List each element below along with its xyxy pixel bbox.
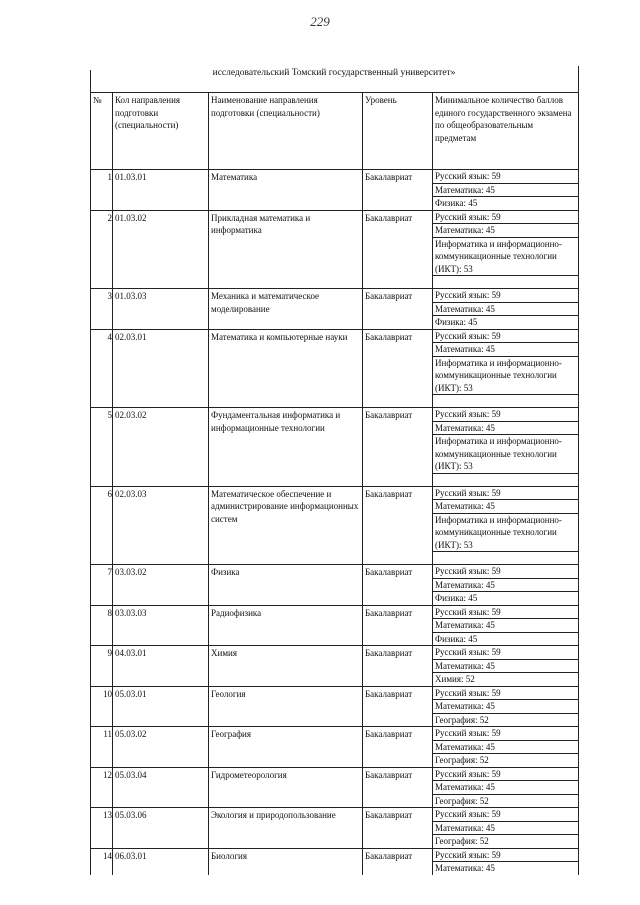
row-subjects-cell bbox=[433, 646, 579, 687]
row-level-cell: Бакалавриат bbox=[363, 686, 433, 727]
subject-score: Математика: 45 bbox=[433, 660, 578, 674]
row-code-cell: 02.03.03 bbox=[113, 486, 209, 565]
row-num-cell: 14 bbox=[91, 848, 113, 875]
table-row bbox=[91, 210, 579, 289]
table-row bbox=[91, 408, 579, 487]
row-code-cell: 01.03.03 bbox=[113, 289, 209, 330]
row-name-cell: Химия bbox=[209, 646, 363, 687]
header-num: № bbox=[91, 93, 113, 170]
row-num-cell: 8 bbox=[91, 605, 113, 646]
row-subjects-cell bbox=[433, 808, 579, 849]
row-code-cell: 03.03.02 bbox=[113, 565, 209, 606]
row-num-cell: 11 bbox=[91, 727, 113, 768]
row-level-cell: Бакалавриат bbox=[363, 210, 433, 289]
row-code-cell: 03.03.03 bbox=[113, 605, 209, 646]
subject-score: Русский язык: 59 bbox=[433, 727, 578, 741]
table-row bbox=[91, 565, 579, 606]
row-name-cell: Физика bbox=[209, 565, 363, 606]
subject-score: Информатика и информационно-коммуникационные технологии (ИКТ): 53 bbox=[433, 435, 578, 474]
subject-score: Физика: 45 bbox=[435, 633, 478, 644]
table-row bbox=[91, 289, 579, 330]
row-name-cell: Гидрометеорология bbox=[209, 767, 363, 808]
table-row bbox=[91, 646, 579, 687]
subject-score: Математика: 45 bbox=[435, 863, 495, 873]
row-subjects-cell bbox=[433, 210, 579, 289]
subject-score: Русский язык: 59 bbox=[433, 646, 578, 660]
row-code-cell: 05.03.02 bbox=[113, 727, 209, 768]
row-code-cell: 05.03.04 bbox=[113, 767, 209, 808]
subject-score: Русский язык: 59 bbox=[433, 408, 578, 422]
row-level-cell: Бакалавриат bbox=[363, 605, 433, 646]
row-num-cell: 3 bbox=[91, 289, 113, 330]
subject-score: Физика: 45 bbox=[435, 593, 478, 603]
header-min-score: Минимальное количество баллов единого государственного экзамена по общеобразовательным предметам bbox=[433, 93, 579, 170]
table-row bbox=[91, 727, 579, 768]
subject-score: География: 52 bbox=[435, 755, 489, 765]
subject-score: Информатика и информационно-коммуникационные технологии (ИКТ): 53 bbox=[433, 357, 578, 396]
row-name-cell: Прикладная математика и информатика bbox=[209, 210, 363, 289]
row-level-cell: Бакалавриат bbox=[363, 565, 433, 606]
row-level-cell: Бакалавриат bbox=[363, 727, 433, 768]
subject-score: Физика: 45 bbox=[435, 317, 478, 327]
row-num-cell: 10 bbox=[91, 686, 113, 727]
header-code: Кол направления подготовки (специальности) bbox=[113, 93, 209, 170]
subject-score: Русский язык: 59 bbox=[433, 606, 578, 620]
row-subjects-cell bbox=[433, 767, 579, 808]
table-row bbox=[91, 329, 579, 408]
subject-score: Математика: 45 bbox=[433, 781, 578, 795]
subject-score: Русский язык: 59 bbox=[433, 211, 578, 225]
row-num-cell: 13 bbox=[91, 808, 113, 849]
subject-score: Русский язык: 59 bbox=[433, 768, 578, 782]
subject-score: Химия: 52 bbox=[435, 674, 475, 684]
subject-score: Математика: 45 bbox=[433, 303, 578, 317]
row-spacer bbox=[433, 276, 578, 288]
row-code-cell: 05.03.06 bbox=[113, 808, 209, 849]
subject-score: Русский язык: 59 bbox=[433, 687, 578, 701]
header-level: Уровень bbox=[363, 93, 433, 170]
row-subjects-cell bbox=[433, 170, 579, 211]
row-subjects-cell bbox=[433, 686, 579, 727]
subject-score: Физика: 45 bbox=[435, 198, 478, 208]
subject-score: Математика: 45 bbox=[433, 343, 578, 357]
row-level-cell: Бакалавриат bbox=[363, 329, 433, 408]
row-code-cell: 02.03.02 bbox=[113, 408, 209, 487]
row-subjects-cell bbox=[433, 565, 579, 606]
subject-score: Русский язык: 59 bbox=[433, 289, 578, 303]
subject-score: Информатика и информационно-коммуникационные технологии (ИКТ): 53 bbox=[433, 238, 578, 277]
table-row bbox=[91, 486, 579, 565]
row-num-cell: 9 bbox=[91, 646, 113, 687]
subject-score: Математика: 45 bbox=[433, 700, 578, 714]
row-code-cell: 01.03.02 bbox=[113, 210, 209, 289]
row-level-cell: Бакалавриат bbox=[363, 486, 433, 565]
row-name-cell: Фундаментальная информатика и информационные технологии bbox=[209, 408, 363, 487]
row-subjects-cell bbox=[433, 486, 579, 565]
table-row bbox=[91, 686, 579, 727]
document-header: исследовательский Томский государственный университет» bbox=[212, 68, 456, 78]
row-subjects-cell bbox=[433, 727, 579, 768]
subject-score: Математика: 45 bbox=[433, 224, 578, 238]
header-name: Наименование направления подготовки (специальности) bbox=[209, 93, 363, 170]
row-subjects-cell bbox=[433, 329, 579, 408]
subject-score: Русский язык: 59 bbox=[433, 330, 578, 344]
row-level-cell: Бакалавриат bbox=[363, 848, 433, 875]
row-subjects-cell bbox=[433, 408, 579, 487]
row-code-cell: 05.03.01 bbox=[113, 686, 209, 727]
row-level-cell: Бакалавриат bbox=[363, 767, 433, 808]
row-name-cell: Математика bbox=[209, 170, 363, 211]
row-name-cell: Радиофизика bbox=[209, 605, 363, 646]
subject-score: Информатика и информационно-коммуникационные технологии (ИКТ): 53 bbox=[433, 514, 578, 553]
subject-score: Русский язык: 59 bbox=[433, 849, 578, 863]
row-subjects-cell bbox=[433, 289, 579, 330]
row-name-cell: Геология bbox=[209, 686, 363, 727]
table-row bbox=[91, 605, 579, 646]
subject-score: Русский язык: 59 bbox=[433, 808, 578, 822]
subject-score: Русский язык: 59 bbox=[433, 170, 578, 184]
row-level-cell: Бакалавриат bbox=[363, 408, 433, 487]
subject-score: География: 52 bbox=[435, 795, 489, 806]
table-row bbox=[91, 170, 579, 211]
row-num-cell: 7 bbox=[91, 565, 113, 606]
subject-score: Математика: 45 bbox=[433, 184, 578, 198]
subject-score: Математика: 45 bbox=[433, 422, 578, 436]
row-name-cell: Механика и математическое моделирование bbox=[209, 289, 363, 330]
row-name-cell: Экология и природопользование bbox=[209, 808, 363, 849]
table-header-row bbox=[91, 93, 579, 170]
row-spacer bbox=[433, 552, 578, 564]
row-level-cell: Бакалавриат bbox=[363, 170, 433, 211]
row-name-cell: География bbox=[209, 727, 363, 768]
subject-score: Математика: 45 bbox=[433, 619, 578, 633]
subject-score: Русский язык: 59 bbox=[433, 487, 578, 501]
subject-score: Математика: 45 bbox=[433, 822, 578, 836]
row-subjects-cell bbox=[433, 848, 579, 875]
table-body bbox=[91, 170, 579, 875]
subject-score: Русский язык: 59 bbox=[433, 565, 578, 579]
row-spacer bbox=[433, 474, 578, 486]
row-name-cell: Математика и компьютерные науки bbox=[209, 329, 363, 408]
subject-score: География: 52 bbox=[435, 714, 489, 725]
subject-score: География: 52 bbox=[435, 836, 489, 846]
row-num-cell: 5 bbox=[91, 408, 113, 487]
row-code-cell: 01.03.01 bbox=[113, 170, 209, 211]
table-row bbox=[91, 848, 579, 875]
row-name-cell: Математическое обеспечение и администрирование информационных систем bbox=[209, 486, 363, 565]
row-level-cell: Бакалавриат bbox=[363, 646, 433, 687]
row-code-cell: 04.03.01 bbox=[113, 646, 209, 687]
row-subjects-cell bbox=[433, 605, 579, 646]
programs-table bbox=[90, 92, 579, 875]
row-level-cell: Бакалавриат bbox=[363, 808, 433, 849]
table-row bbox=[91, 808, 579, 849]
subject-score: Математика: 45 bbox=[433, 500, 578, 514]
row-num-cell: 12 bbox=[91, 767, 113, 808]
row-num-cell: 6 bbox=[91, 486, 113, 565]
row-num-cell: 2 bbox=[91, 210, 113, 289]
row-code-cell: 02.03.01 bbox=[113, 329, 209, 408]
row-spacer bbox=[433, 395, 578, 407]
subject-score: Математика: 45 bbox=[433, 579, 578, 593]
row-num-cell: 4 bbox=[91, 329, 113, 408]
row-name-cell: Биология bbox=[209, 848, 363, 875]
row-code-cell: 06.03.01 bbox=[113, 848, 209, 875]
table-row bbox=[91, 767, 579, 808]
row-level-cell: Бакалавриат bbox=[363, 289, 433, 330]
subject-score: Математика: 45 bbox=[433, 741, 578, 755]
row-num-cell: 1 bbox=[91, 170, 113, 211]
page-number: 229 bbox=[310, 14, 330, 29]
